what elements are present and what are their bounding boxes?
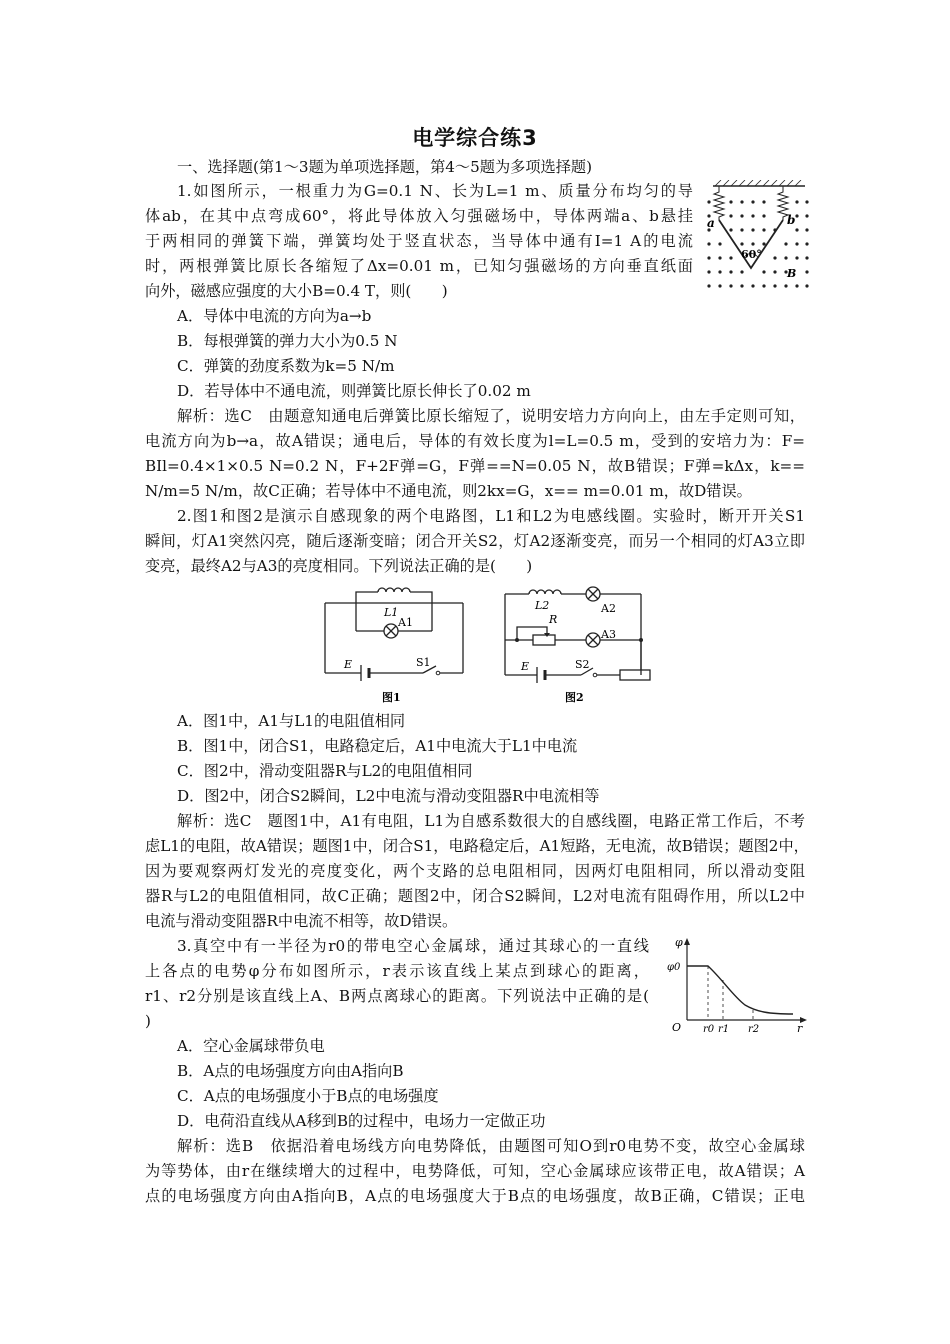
q1-line-2: 体ab，在其中点弯成60°，将此导体放入匀强磁场中，导体两端a、b悬挂 bbox=[145, 207, 693, 225]
q3-line-3: r1、r2分别是该直线上A、B两点离球心的距离。下列说法中正确的是( bbox=[145, 987, 649, 1005]
inductor-l1 bbox=[378, 588, 410, 592]
q2-analysis-4: 器R与L2的电阻值相同，故C正确；题图2中，闭合S2瞬间，L2对电流有阻碍作用，所以L2中 bbox=[145, 887, 805, 905]
q2-line-2: 瞬间，灯A1突然闪亮，随后逐渐变暗；闭合开关S2，灯A2逐渐变亮，而另一个相同的灯A3立即 bbox=[145, 532, 805, 550]
label-a3: A3 bbox=[601, 628, 616, 641]
inductor-l2 bbox=[529, 590, 561, 594]
q2-option-b: B．图1中，闭合S1，电路稳定后，A1中电流大于L1中电流 bbox=[177, 737, 578, 755]
q1-line-4: 时，两根弹簧比原长各缩短了Δx=0.01 m，已知匀强磁场的方向垂直纸面 bbox=[145, 257, 693, 275]
q3-option-c: C．A点的电场强度小于B点的电场强度 bbox=[177, 1087, 439, 1105]
graph-r2-label: r2 bbox=[748, 1024, 760, 1034]
label-s1: S1 bbox=[416, 656, 431, 669]
label-a: a bbox=[707, 216, 715, 230]
graph-r0-label: r0 bbox=[703, 1024, 715, 1034]
battery-e bbox=[361, 665, 369, 681]
graph-phi0-label: φ0 bbox=[667, 962, 681, 973]
q1-option-a: A．导体中电流的方向为a→b bbox=[177, 307, 372, 325]
graph-x-label: r bbox=[797, 1022, 803, 1034]
q3-line-1: 3.真空中有一半径为r0的带电空心金属球，通过其球心的一直线 bbox=[177, 937, 649, 955]
potential-curve bbox=[687, 966, 793, 1014]
q3-option-a: A．空心金属球带负电 bbox=[177, 1037, 325, 1055]
q2-analysis-2: 虑L1的电阻，故A错误；题图1中，闭合S1，电路稳定后，A1短路，无电流，故B错误；题图2中， bbox=[145, 837, 809, 855]
protective-resistor bbox=[620, 670, 650, 680]
fig1-caption: 图1 bbox=[382, 691, 401, 704]
q3-line-2: 上各点的电势φ分布如图所示，r表示该直线上某点到球心的距离， bbox=[145, 962, 649, 980]
label-s2: S2 bbox=[575, 658, 590, 671]
label-a2: A2 bbox=[601, 602, 616, 615]
label-a1: A1 bbox=[398, 616, 413, 629]
q3-option-b: B．A点的电场强度方向由A指向B bbox=[177, 1062, 404, 1080]
q1-analysis-1: 解析：选C 由题意知通电后弹簧比原长缩短了，说明安培力方向向上，由左手定则可知， bbox=[177, 407, 805, 425]
rheostat-r bbox=[533, 635, 555, 645]
label-angle: 60° bbox=[741, 248, 762, 261]
graph-origin-label: O bbox=[672, 1021, 682, 1034]
q3-analysis-3: 点的电场强度方向由A指向B，A点的电场强度大于B点的电场强度，故B正确，C错误；正电 bbox=[145, 1187, 805, 1205]
q2-option-c: C．图2中，滑动变阻器R与L2的电阻值相同 bbox=[177, 762, 473, 780]
q3-analysis-1: 解析：选B 依据沿着电场线方向电势降低，由题图可知O到r0电势不变，故空心金属球 bbox=[177, 1137, 805, 1155]
q1-option-c: C．弹簧的劲度系数为k=5 N/m bbox=[177, 357, 395, 375]
q2-line-3: 变亮，最终A2与A3的亮度相同。下列说法正确的是( ) bbox=[145, 557, 533, 575]
label-l1: L1 bbox=[384, 606, 399, 619]
label-e-2: E bbox=[521, 660, 530, 673]
fig2-caption: 图2 bbox=[565, 691, 584, 704]
graph-y-label: φ bbox=[675, 936, 683, 949]
q1-option-b: B．每根弹簧的弹力大小为0.5 N bbox=[177, 332, 398, 350]
left-spring bbox=[714, 186, 724, 220]
page-title: 电学综合练3 bbox=[412, 126, 538, 150]
q2-option-a: A．图1中，A1与L1的电阻值相同 bbox=[177, 712, 406, 730]
ceiling-hatch bbox=[713, 180, 805, 186]
q1-line-5: 向外，磁感应强度的大小B=0.4 T，则( ) bbox=[145, 282, 448, 300]
label-e: E bbox=[344, 658, 353, 671]
q2-analysis-3: 因为要观察两灯发光的亮度变化，两个支路的总电阻相同，因两灯电阻相同，所以滑动变阻 bbox=[145, 862, 805, 880]
q2-figure-2 bbox=[497, 583, 657, 705]
battery-e-2 bbox=[537, 667, 545, 683]
graph-r1-label: r1 bbox=[718, 1024, 730, 1034]
q3-analysis-2: 为等势体，由r在继续增大的过程中，电势降低，可知，空心金属球应该带正电，故A错误；A bbox=[145, 1162, 805, 1180]
q1-analysis-2: 电流方向为b→a，故A错误；通电后，导体的有效长度为l=L=0.5 m，受到的安培力为：F= bbox=[145, 432, 805, 450]
q3-potential-graph bbox=[665, 934, 815, 1034]
label-l2: L2 bbox=[535, 599, 550, 612]
section-header: 一、选择题(第1～3题为单项选择题，第4～5题为多项选择题) bbox=[177, 158, 593, 176]
q2-line-1: 2.图1和图2是演示自感现象的两个电路图，L1和L2为电感线圈。实验时，断开开关S1 bbox=[177, 507, 805, 525]
label-b: b bbox=[787, 213, 796, 227]
q1-analysis-3: BIl=0.4×1×0.5 N=0.2 N，F+2F弹=G，F弹==N=0.05 N，故B错误；F弹=kΔx，k== bbox=[145, 457, 805, 475]
q1-line-3: 于两相同的弹簧下端，弹簧均处于竖直状态，当导体中通有I=1 A的电流 bbox=[145, 232, 693, 250]
q1-figure bbox=[703, 180, 815, 300]
q1-line-1: 1.如图所示，一根重力为G=0.1 N、长为L=1 m、质量分布均匀的导 bbox=[177, 182, 693, 200]
q2-figure-1 bbox=[320, 585, 470, 705]
label-r: R bbox=[549, 613, 558, 626]
q3-option-d: D．电荷沿直线从A移到B的过程中，电场力一定做正功 bbox=[177, 1112, 546, 1130]
q2-option-d: D．图2中，闭合S2瞬间，L2中电流与滑动变阻器R中电流相等 bbox=[177, 787, 600, 805]
q3-line-4: ) bbox=[145, 1012, 151, 1030]
q1-analysis-4: N/m=5 N/m，故C正确；若导体中不通电流，则2kx=G，x== m=0.01 m，故D错误。 bbox=[145, 482, 752, 500]
q2-analysis-5: 电流与滑动变阻器R中电流不相等，故D错误。 bbox=[145, 912, 458, 930]
q2-analysis-1: 解析：选C 题图1中，A1有电阻，L1为自感系数很大的自感线圈，电路正常工作后，不考 bbox=[177, 812, 805, 830]
label-B: B bbox=[787, 267, 797, 280]
q1-option-d: D．若导体中不通电流，则弹簧比原长伸长了0.02 m bbox=[177, 382, 531, 400]
